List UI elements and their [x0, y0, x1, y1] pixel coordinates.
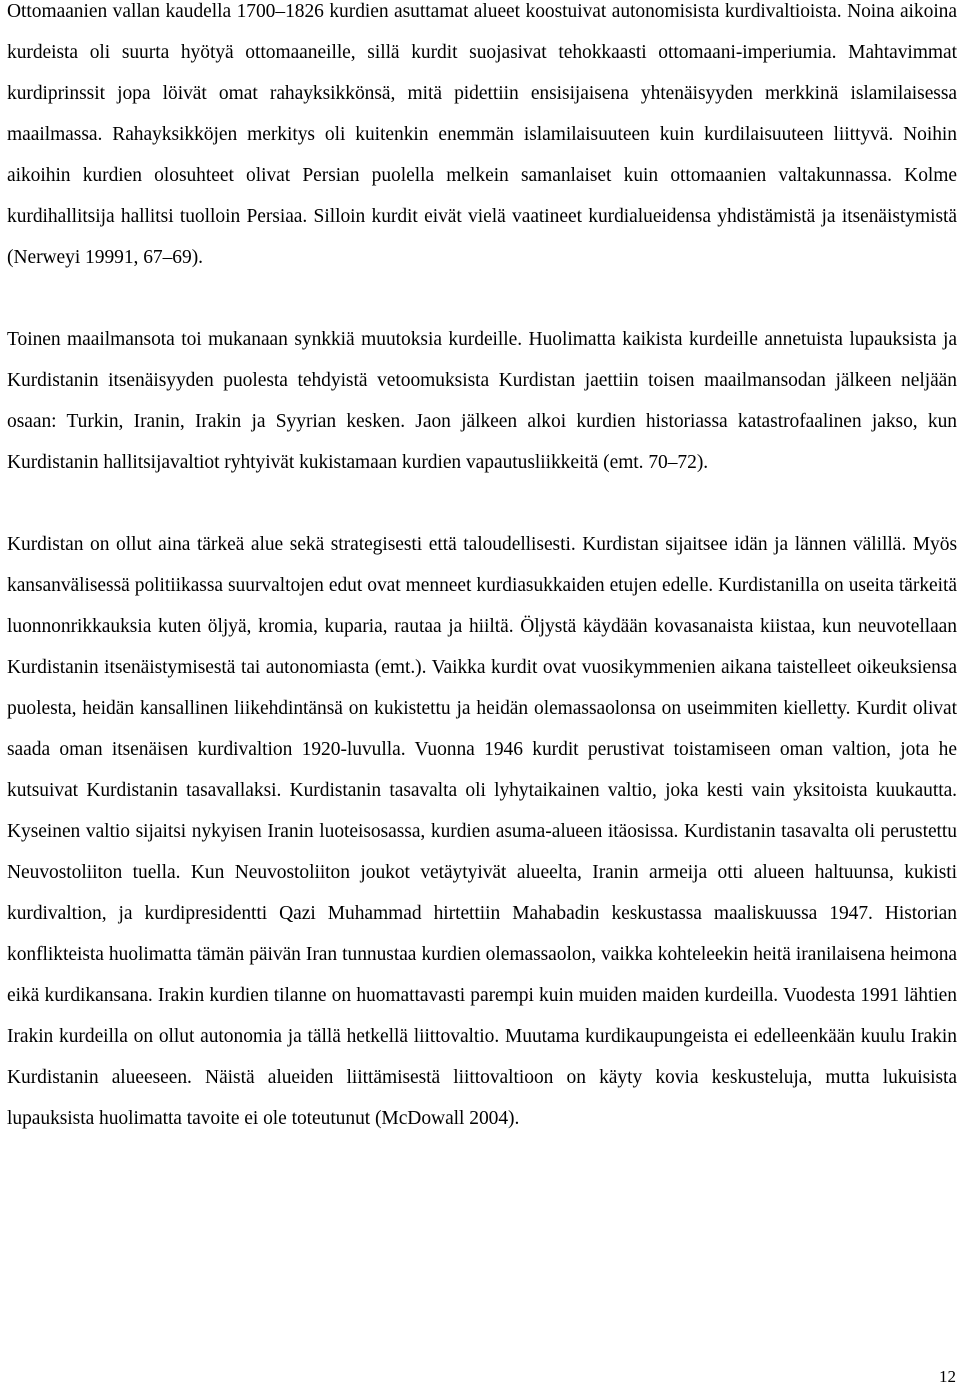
page-number: 12 [939, 1367, 956, 1386]
paragraph-ottoman-era: Ottomaanien vallan kaudella 1700–1826 kurdien asuttamat alueet koostuivat autonomisista kurdivaltioista. Noina aikoina kurdeista oli suurta hyötyä ottomaaneille, sillä kurdit suojasivat tehokkaasti ottomaani-imperiumia. Mahtavimmat kurdiprinssit jopa löivät omat rahayksikkönsä, mitä pidettiin ensisijaisena yhtenäisyyden merkkinä islamilaisessa maailmassa. Rahayksikköjen merkitys oli kuitenkin enemmän islamilaisuuteen kuin kurdilaisuuteen liittyvä. Noihin aikoihin kurdien olosuhteet olivat Persian puolella melkein samanlaiset kuin ottomaanien valtakunnassa. Kolme kurdihallitsija hallitsi tuolloin Persiaa. Silloin kurdit eivät vielä vaatineet kurdialueidensa yhdistämistä ja itsenäistymistä (Nerweyi 19991, 67–69). [7, 1, 957, 268]
document-page [7, 0, 957, 1139]
paragraph-kurdistan-importance: Kurdistan on ollut aina tärkeä alue sekä strategisesti että taloudellisesti. Kurdistan sijaitsee idän ja lännen välillä. Myös kansanvälisessä politiikassa suurvaltojen edut ovat menneet kurdiasukkaiden etujen edelle. Kurdistanilla on useita tärkeitä luonnonrikkauksia kuten öljyä, kromia, kuparia, rautaa ja hiiltä. Öljystä käydään kovasanaista kiistaa, kun neuvotellaan Kurdistanin itsenäistymisestä tai autonomiasta (emt.). Vaikka kurdit ovat vuosikymmenien aikana taistelleet oikeuksiensa puolesta, heidän kansallinen liikehdintänsä on kukistettu ja heidän olemassaolonsa on useimmiten kielletty. Kurdit olivat saada oman itsenäisen kurdivaltion 1920-luvulla. Vuonna 1946 kurdit perustivat toistamiseen oman valtion, jota he kutsuivat Kurdistanin tasavallaksi. Kurdistanin tasavalta oli lyhytaikainen valtio, joka kesti vain yksitoista kuukautta. Kyseinen valtio sijaitsi nykyisen Iranin luoteisosassa, kurdien asuma-alueen itäosissa. Kurdistanin tasavalta oli perustettu Neuvostoliiton tuella. Kun Neuvostoliiton joukot vetäytyivät alueelta, Iranin armeija otti alueen haltuunsa, kukisti kurdivaltion, ja kurdipresidentti Qazi Muhammad hirtettiin Mahabadin keskustassa maaliskuussa 1947. Historian konflikteista huolimatta tämän päivän Iran tunnustaa kurdien olemassaolon, vaikka kohteleekin heitä iranilaisena heimona eikä kurdikansana. Irakin kurdien tilanne on huomattavasti parempi kuin muiden maiden kurdeilla. Vuodesta 1991 lähtien Irakin kurdeilla on ollut autonomia ja tällä hetkellä liittovaltio. Muutama kurdikaupungeista ei edelleenkään kuulu Irakin Kurdistanin alueeseen. Näistä alueiden liittämisestä liittovaltioon on käyty kovia keskusteluja, mutta lukuisista lupauksista huolimatta tavoite ei ole toteutunut (McDowall 2004). [7, 534, 957, 1129]
paragraph-second-world-war: Toinen maailmansota toi mukanaan synkkiä muutoksia kurdeille. Huolimatta kaikista kurdeille annetuista lupauksista ja Kurdistanin itsenäisyyden puolesta tehdyistä vetoomuksista Kurdistan jaettiin toisen maailmansodan jälkeen neljään osaan: Turkin, Iranin, Irakin ja Syyrian kesken. Jaon jälkeen alkoi kurdien historiassa katastrofaalinen jakso, kun Kurdistanin hallitsijavaltiot ryhtyivät kukistamaan kurdien vapautusliikkeitä (emt. 70–72). [7, 329, 957, 473]
